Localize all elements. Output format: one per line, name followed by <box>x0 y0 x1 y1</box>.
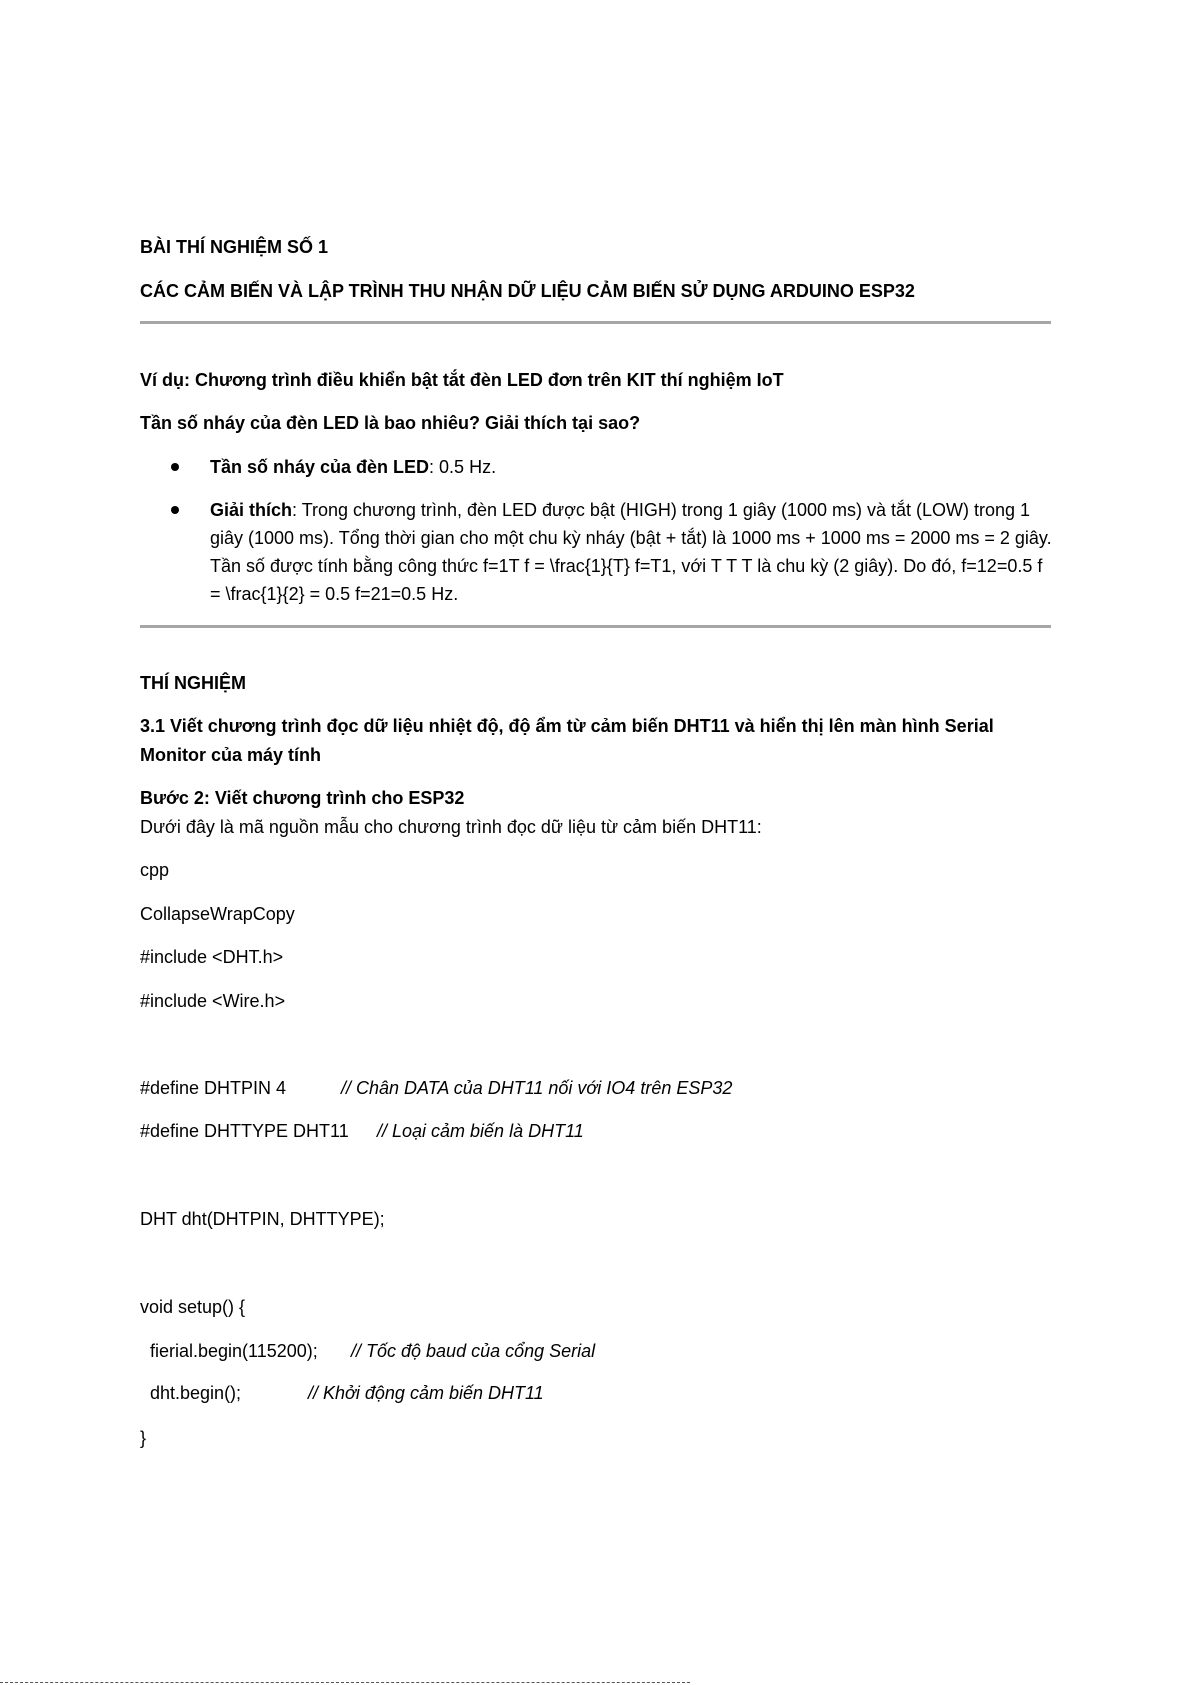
bullet-frequency-label: Tần số nháy của đèn LED <box>210 457 430 477</box>
code-comment: // Chân DATA của DHT11 nối với IO4 trên ESP32 <box>341 1078 733 1098</box>
code-comment: // Tốc độ baud của cổng Serial <box>351 1341 596 1361</box>
code-line: dht.begin(); <box>140 1383 242 1403</box>
example-heading: Ví dụ: Chương trình điều khiển bật tắt đèn LED đơn trên KIT thí nghiệm IoT <box>140 370 784 390</box>
code-line: } <box>140 1428 147 1448</box>
bullet-dot <box>171 506 179 514</box>
horizontal-rule <box>140 625 1051 628</box>
code-line: DHT dht(DHTPIN, DHTTYPE); <box>140 1209 385 1229</box>
code-line: #define DHTTYPE DHT11 <box>140 1121 349 1141</box>
bullet-explanation-text: : Trong chương trình, đèn LED được bật (HIGH) trong 1 giây (1000 ms) và tắt (LOW) trong 1 giây (1000 ms). Tổng thời gian cho một chu kỳ nháy (bật + tắt) là 1000 ms + 1000 ms = 2000 ms = 2 giây. Tần số được tính bằng công thức f=1T f = \frac{1}{T} f=T1​, với T T T là chu kỳ (2 giây). Do đó, f=12=0.5 f = \frac{1}{2} = 0.5 f=21​=0.5 Hz. <box>210 500 1052 604</box>
task-title-line1: 3.1 Viết chương trình đọc dữ liệu nhiệt độ, độ ẩm từ cảm biến DHT11 và hiển thị lên màn hình Serial <box>140 716 994 736</box>
code-line: void setup() { <box>140 1297 246 1317</box>
experiment-heading: THÍ NGHIỆM <box>140 673 246 693</box>
code-comment: // Khởi động cảm biến DHT11 <box>308 1383 544 1403</box>
code-toolbar-text: CollapseWrapCopy <box>140 904 295 924</box>
bullet-frequency-text: : 0.5 Hz. <box>429 457 497 477</box>
example-question: Tần số nháy của đèn LED là bao nhiêu? Giải thích tại sao? <box>140 413 641 433</box>
bullet-dot <box>171 463 179 471</box>
bullet-frequency <box>210 453 1055 481</box>
code-line: #include <Wire.h> <box>140 991 286 1011</box>
task-title-line2: Monitor của máy tính <box>140 745 322 765</box>
code-line: #include <DHT.h> <box>140 947 284 967</box>
code-line: fierial.begin(115200); <box>140 1341 318 1361</box>
code-comment: // Loại cảm biến là DHT11 <box>377 1121 584 1141</box>
horizontal-rule <box>140 321 1051 324</box>
intro-text: Dưới đây là mã nguồn mẫu cho chương trình đọc dữ liệu từ cảm biến DHT11: <box>140 817 762 837</box>
code-language-label: cpp <box>140 860 170 880</box>
lab-title: BÀI THÍ NGHIỆM SỐ 1 <box>140 237 329 257</box>
code-line: #define DHTPIN 4 <box>140 1078 287 1098</box>
page-bottom-border <box>0 1682 690 1684</box>
bullet-explanation-label: Giải thích <box>210 500 293 520</box>
step-heading: Bước 2: Viết chương trình cho ESP32 <box>140 788 465 808</box>
bullet-explanation <box>210 496 1055 608</box>
lab-subtitle: CÁC CẢM BIẾN VÀ LẬP TRÌNH THU NHẬN DỮ LIỆU CẢM BIẾN SỬ DỤNG ARDUINO ESP32 <box>140 281 915 301</box>
